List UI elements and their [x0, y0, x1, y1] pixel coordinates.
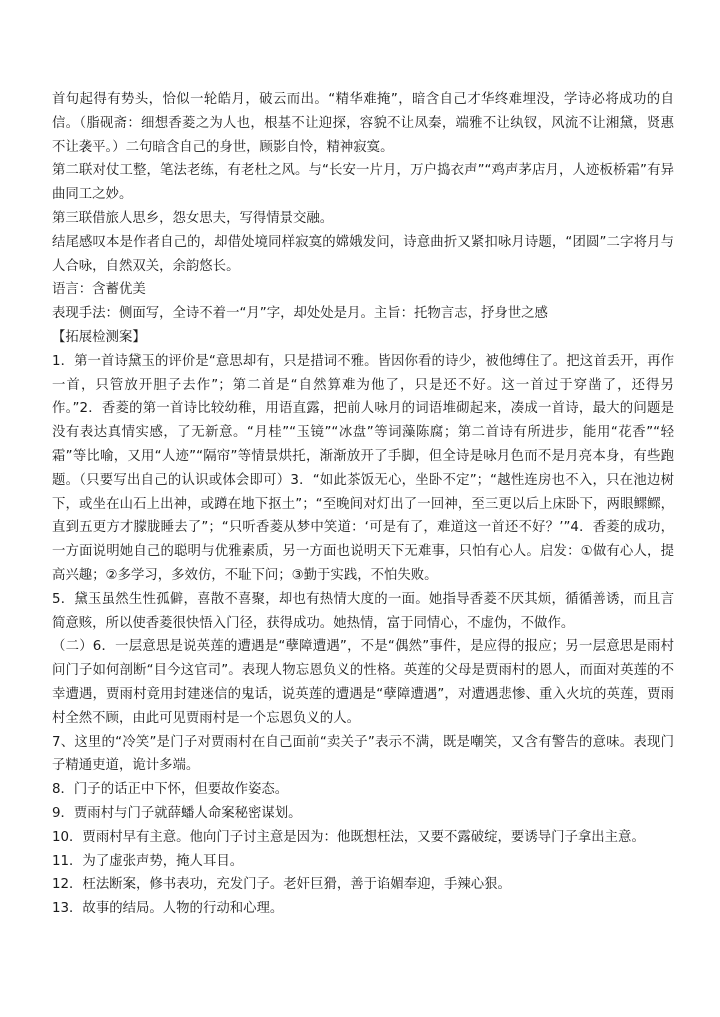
- section-heading-extension-test: 【拓展检测案】: [52, 329, 146, 345]
- answer-1-to-4: 1．第一首诗黛玉的评价是“意思却有，只是措词不雅。皆因你看的诗少，被他缚住了。把这首丢开，再作一首，只管放开胆子去作”；第二首是“自然算难为他了，只是还不好。这一首过于穿凿了，还得另作。”2．香菱的第一首诗比较幼稚，用语直露，把前人咏月的词语堆砌起来，凑成一首诗，最大的问题是没有表达真情实感，了无新意。“月桂”“玉镜”“冰盘”等词藻陈腐；第二首诗有所进步，能用“花香”“轻霜”等比喻，又用“人迹”“隔帘”等情景烘托，渐渐放开了手脚，但全诗是咏月色而不是月亮本身，有些跑题。（只要写出自己的认识或体会即可）3．“如此茶饭无心，坐卧不定”；“越性连房也不入，只在池边树下，或坐在山石上出神，或蹲在地下抠土”；“至晚间对灯出了一回神，至三更以后上床卧下，两眼鳏鳏，直到五更方才朦胧睡去了”；“只听香菱从梦中笑道：‘可是有了，难道这一首还不好？’”4．香菱的成功，一方面说明她自己的聪明与优雅素质，另一方面也说明天下无难事，只怕有心人。启发：①做有心人，提高兴趣；②多学习，多效仿，不耻下问；③勤于实践，不怕失败。: [52, 353, 674, 583]
- answer-8: 8．门子的话正中下怀，但要故作姿态。: [52, 782, 289, 798]
- paragraph-technique-theme: 表现手法：侧面写，全诗不着一“月”字，却处处是月。主旨：托物言志，抒身世之感: [52, 306, 548, 322]
- document-body: [52, 88, 674, 921]
- paragraph-second-couplet: 第二联对仗工整，笔法老练，有老杜之风。与“长安一片月，万户捣衣声”“鸡声茅店月，人迹板桥霜”有异曲同工之妙。: [52, 163, 674, 203]
- answer-11: 11．为了虚张声势，掩人耳目。: [52, 853, 244, 869]
- paragraph-ending: 结尾感叹本是作者自己的，却借处境同样寂寞的嫦娥发问，诗意曲折又紧扣咏月诗题，“团圆”二字将月与人合咏，自然双关，余韵悠长。: [52, 234, 674, 274]
- paragraph-language: 语言：含蓄优美: [52, 282, 146, 298]
- answer-6: （二）6．一层意思是说英莲的遭遇是“孽障遭遇”，不是“偶然”事件，是应得的报应；另一层意思是雨村问门子如何剖断“目今这官司”。表现人物忘恩负义的性格。英莲的父母是贾雨村的恩人，而面对英莲的不幸遭遇，贾雨村竟用封建迷信的鬼话，说英莲的遭遇是“孽障遭遇”，对遭遇悲惨、重入火坑的英莲，贾雨村全然不顾，由此可见贾雨村是一个忘恩负义的人。: [52, 639, 674, 726]
- answer-12: 12．枉法断案，修书表功，充发门子。老奸巨猾，善于谄媚奉迎，手辣心狠。: [52, 877, 511, 893]
- answer-10: 10．贾雨村早有主意。他向门子讨主意是因为：他既想枉法，又要不露破绽，要诱导门子拿出主意。: [52, 829, 645, 845]
- paragraph-first-line-analysis: 首句起得有势头，恰似一轮皓月，破云而出。“精华难掩”，暗含自己才华终难埋没，学诗必将成功的自信。（脂砚斋：细想香菱之为人也，根基不让迎探，容貌不让凤秦，端雅不让纨钗，风流不让湘黛，贤惠不让袭平。）二句暗含自己的身世，顾影自怜，精神寂寞。: [52, 92, 674, 155]
- answer-9: 9．贾雨村与门子就薛蟠人命案秘密谋划。: [52, 805, 302, 821]
- paragraph-third-couplet: 第三联借旅人思乡，怨女思夫，写得情景交融。: [52, 210, 334, 226]
- answer-13: 13．故事的结局。人物的行动和心理。: [52, 901, 284, 917]
- answer-5: 5．黛玉虽然生性孤僻，喜散不喜聚，却也有热情大度的一面。她指导香菱不厌其烦，循循善诱，而且言简意赅，所以使香菱很快悟入门径，获得成功。她热情，富于同情心，不虚伪，不做作。: [52, 591, 674, 631]
- answer-7: 7、这里的“冷笑”是门子对贾雨村在自己面前“卖关子”表示不满，既是嘲笑，又含有警告的意味。表现门子精通吏道，诡计多端。: [52, 734, 674, 774]
